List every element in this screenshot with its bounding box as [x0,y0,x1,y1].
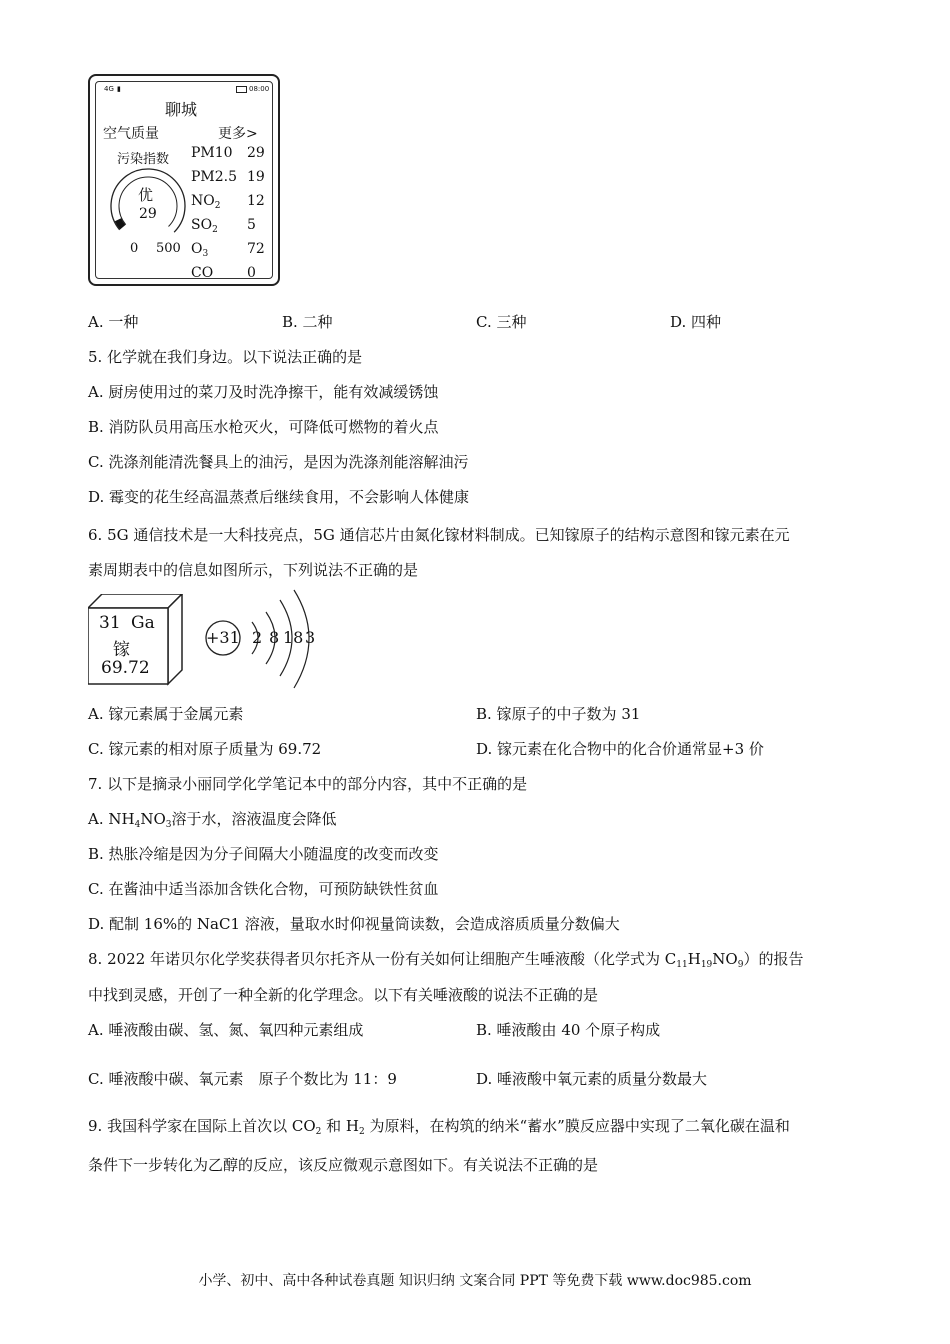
q7-option-a: A. $NH_4NO_3$溶于水，溶液温度会降低 [88,810,337,830]
q5-option-d: D. 霉变的花生经高温蒸煮后继续食用，不会影响人体健康 [88,488,470,506]
q5-option-c: C. 洗涤剂能清洗餐具上的油污，是因为洗涤剂能溶解油污 [88,453,469,471]
element-symbol: Ga [131,613,155,633]
q8-option-a: A. 唾液酸由碳、氢、氮、氧四种元素组成 [88,1021,364,1039]
element-name: 镓 [113,640,130,660]
q4-option-b: B. 二种 [282,313,333,331]
pollutant-value: 5 [247,217,256,233]
element-number: 31 [99,613,121,633]
pollutant-name: PM2.5 [191,169,238,185]
shell-electrons-3: 18 [283,628,304,647]
air-quality-label: 空气质量 [103,126,159,142]
pollutant-value: 0 [247,265,256,281]
gauge-min: 0 [130,241,139,256]
q4-option-c: C. 三种 [476,313,527,331]
q7-option-c: C. 在酱油中适当添加含铁化合物，可预防缺铁性贫血 [88,880,439,898]
q5-option-a: A. 厨房使用过的菜刀及时洗净擦干，能有效减缓锈蚀 [88,383,439,401]
pollutant-name: CO [191,265,214,281]
q7-stem: 7. 以下是摘录小丽同学化学笔记本中的部分内容，其中不正确的是 [88,775,528,793]
shell-electrons-4: 3 [305,628,316,647]
pollutant-value: 19 [247,169,265,185]
city-name: 聊城 [165,100,198,119]
aqi-value: 29 [139,206,157,222]
q7-option-b: B. 热胀冷缩是因为分子间隔大小随温度的改变而改变 [88,845,439,863]
page-footer: 小学、初中、高中各种试卷真题 知识归纳 文案合同 PPT 等免费下载 www.doc985.com [198,1273,752,1289]
q8-option-c: C. 唾液酸中碳、氧元素 原子个数比为 11：9 [88,1070,397,1088]
pollutant-name: $O_3$ [191,241,209,259]
shell-electrons-2: 8 [269,628,280,647]
signal-indicator: 4G [104,85,114,93]
q6-option-d: D. 镓元素在化合物中的化合价通常显+3 价 [476,740,764,758]
q5-stem: 5. 化学就在我们身边。以下说法正确的是 [88,348,363,366]
aqi-grade: 优 [138,186,154,204]
gauge-fill [118,220,123,227]
q6-option-a: A. 镓元素属于金属元素 [88,705,244,723]
pollutant-name: PM10 [191,145,233,161]
q9-stem-line1: 9. 我国科学家在国际上首次以 $CO_2$ 和 $H_2$ 为原料，在构筑的纳米“蓄水”膜反应器中实现了二氧化碳在温和 [88,1117,790,1137]
nucleus-charge: +31 [206,628,240,647]
q6-option-b: B. 镓原子的中子数为 31 [476,705,641,723]
more-link: 更多> [218,126,258,142]
q6-stem-line1: 6. 5G 通信技术是一大科技亮点，5G 通信芯片由氮化镓材料制成。已知镓原子的结构示意图和镓元素在元 [88,526,790,544]
pollutant-name: $NO_2$ [191,193,221,211]
pollutant-name: $SO_2$ [191,217,218,235]
signal-bars-icon: ▮ [117,85,121,93]
q8-option-b: B. 唾液酸由 40 个原子构成 [476,1021,661,1039]
q4-option-a: A. 一种 [88,313,139,331]
shell-electrons-1: 2 [252,628,263,647]
q6-stem-line2: 素周期表中的信息如图所示，下列说法不正确的是 [88,561,419,579]
pollutant-value: 29 [247,145,265,161]
q8-option-d: D. 唾液酸中氧元素的质量分数最大 [476,1070,708,1088]
q7-option-d: D. 配制 16%的 NaC1 溶液，量取水时仰视量筒读数，会造成溶质质量分数偏大 [88,915,620,933]
air-quality-phone-figure [88,74,280,286]
battery-icon [236,86,247,93]
clock-time: 08:00 [249,85,270,93]
q4-option-d: D. 四种 [670,313,722,331]
pollutant-value: 72 [247,241,265,257]
element-mass: 69.72 [101,658,150,678]
gauge-max: 500 [156,241,181,256]
q6-option-c: C. 镓元素的相对原子质量为 69.72 [88,740,322,758]
q9-stem-line2: 条件下一步转化为乙醇的反应，该反应微观示意图如下。有关说法不正确的是 [88,1156,599,1174]
q5-option-b: B. 消防队员用高压水枪灭火，可降低可燃物的着火点 [88,418,439,436]
pollution-index-label: 污染指数 [117,152,170,167]
q8-stem-line2: 中找到灵感，开创了一种全新的化学理念。以下有关唾液酸的说法不正确的是 [88,986,599,1004]
pollutant-value: 12 [247,193,265,209]
q8-stem-line1: 8. 2022 年诺贝尔化学奖获得者贝尔托齐从一份有关如何让细胞产生唾液酸（化学式为 $C_{11}H_{19}NO_9$）的报告 [88,950,804,970]
